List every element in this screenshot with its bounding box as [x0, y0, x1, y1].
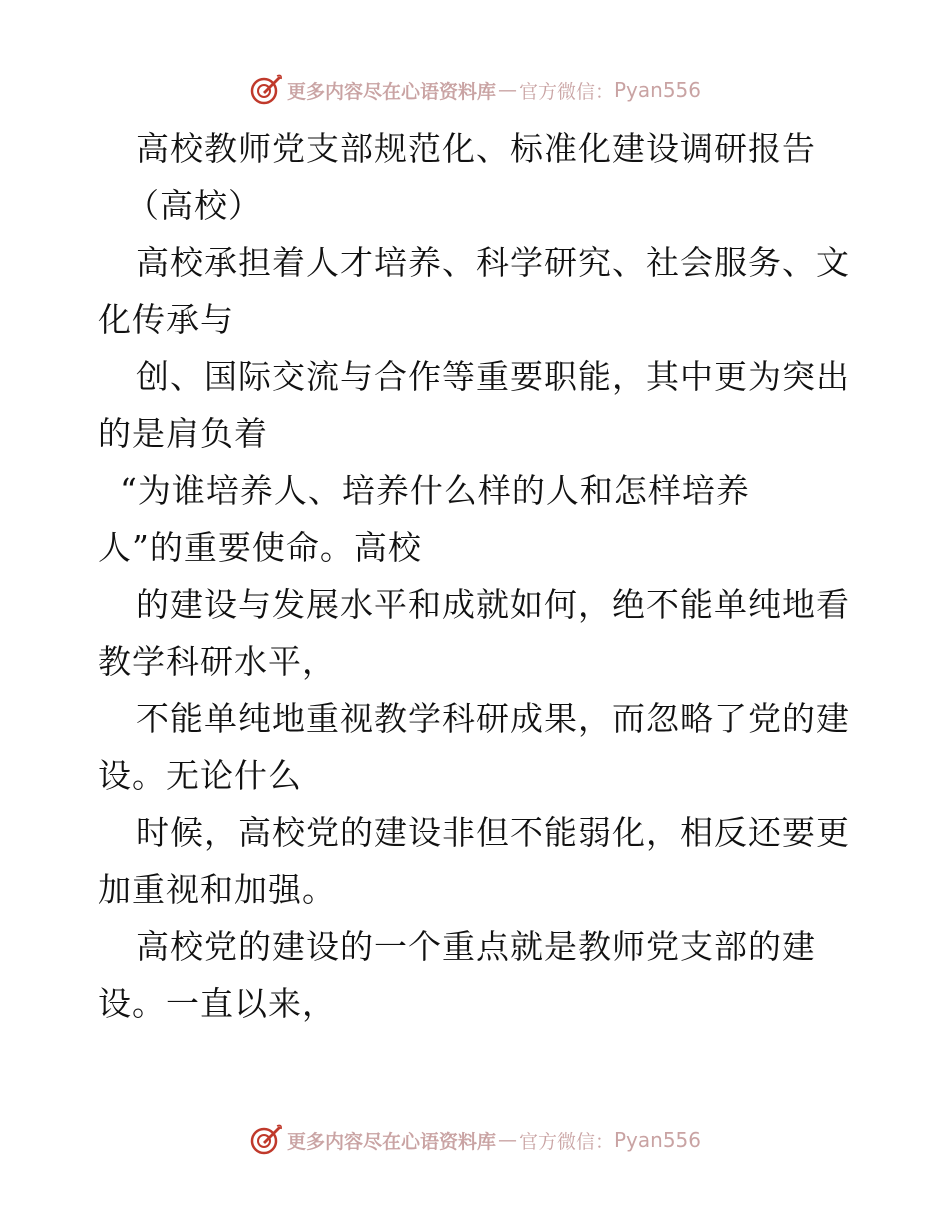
- paragraph-line: 化传承与: [98, 300, 234, 339]
- document-subtitle: （高校）: [126, 186, 262, 225]
- paragraph-line: “为谁培养人、培养什么样的人和怎样培养: [120, 471, 750, 510]
- paragraph-line: 教学科研水平，: [98, 642, 336, 681]
- footer-promo-text: 更多内容尽在心语资料库: [286, 1130, 496, 1153]
- paragraph-line: 时候，高校党的建设非但不能弱化，相反还要更: [136, 813, 850, 852]
- paragraph-line: 高校承担着人才培养、科学研究、社会服务、文: [136, 243, 850, 282]
- paragraph-line: 设。无论什么: [98, 756, 302, 795]
- document-body: [98, 120, 858, 1032]
- header-watermark: [0, 70, 950, 110]
- header-separator: —: [497, 79, 517, 101]
- quill-logo-icon: [249, 73, 283, 107]
- paragraph-line: 的是肩负着: [98, 414, 268, 453]
- quill-logo-icon: [249, 1123, 283, 1157]
- header-promo-text: 更多内容尽在心语资料库: [286, 80, 496, 103]
- footer-watermark: [0, 1120, 950, 1160]
- paragraph-line: 创、国际交流与合作等重要职能，其中更为突出: [136, 357, 850, 396]
- header-wechat-id: Pyan556: [614, 78, 702, 102]
- paragraph-line: 的建设与发展水平和成就如何，绝不能单纯地看: [136, 585, 850, 624]
- document-title: 高校教师党支部规范化、标准化建设调研报告: [136, 129, 816, 168]
- footer-wechat-label: 官方微信：: [518, 1130, 614, 1153]
- paragraph-line: 不能单纯地重视教学科研成果，而忽略了党的建: [136, 699, 850, 738]
- paragraph-line: 加重视和加强。: [98, 870, 336, 909]
- paragraph-line: 设。一直以来，: [98, 984, 336, 1023]
- footer-separator: —: [497, 1129, 517, 1151]
- paragraph-line: 人”的重要使命。高校: [98, 528, 422, 567]
- footer-wechat-id: Pyan556: [614, 1128, 702, 1152]
- header-wechat-label: 官方微信：: [518, 80, 614, 103]
- paragraph-line: 高校党的建设的一个重点就是教师党支部的建: [136, 927, 816, 966]
